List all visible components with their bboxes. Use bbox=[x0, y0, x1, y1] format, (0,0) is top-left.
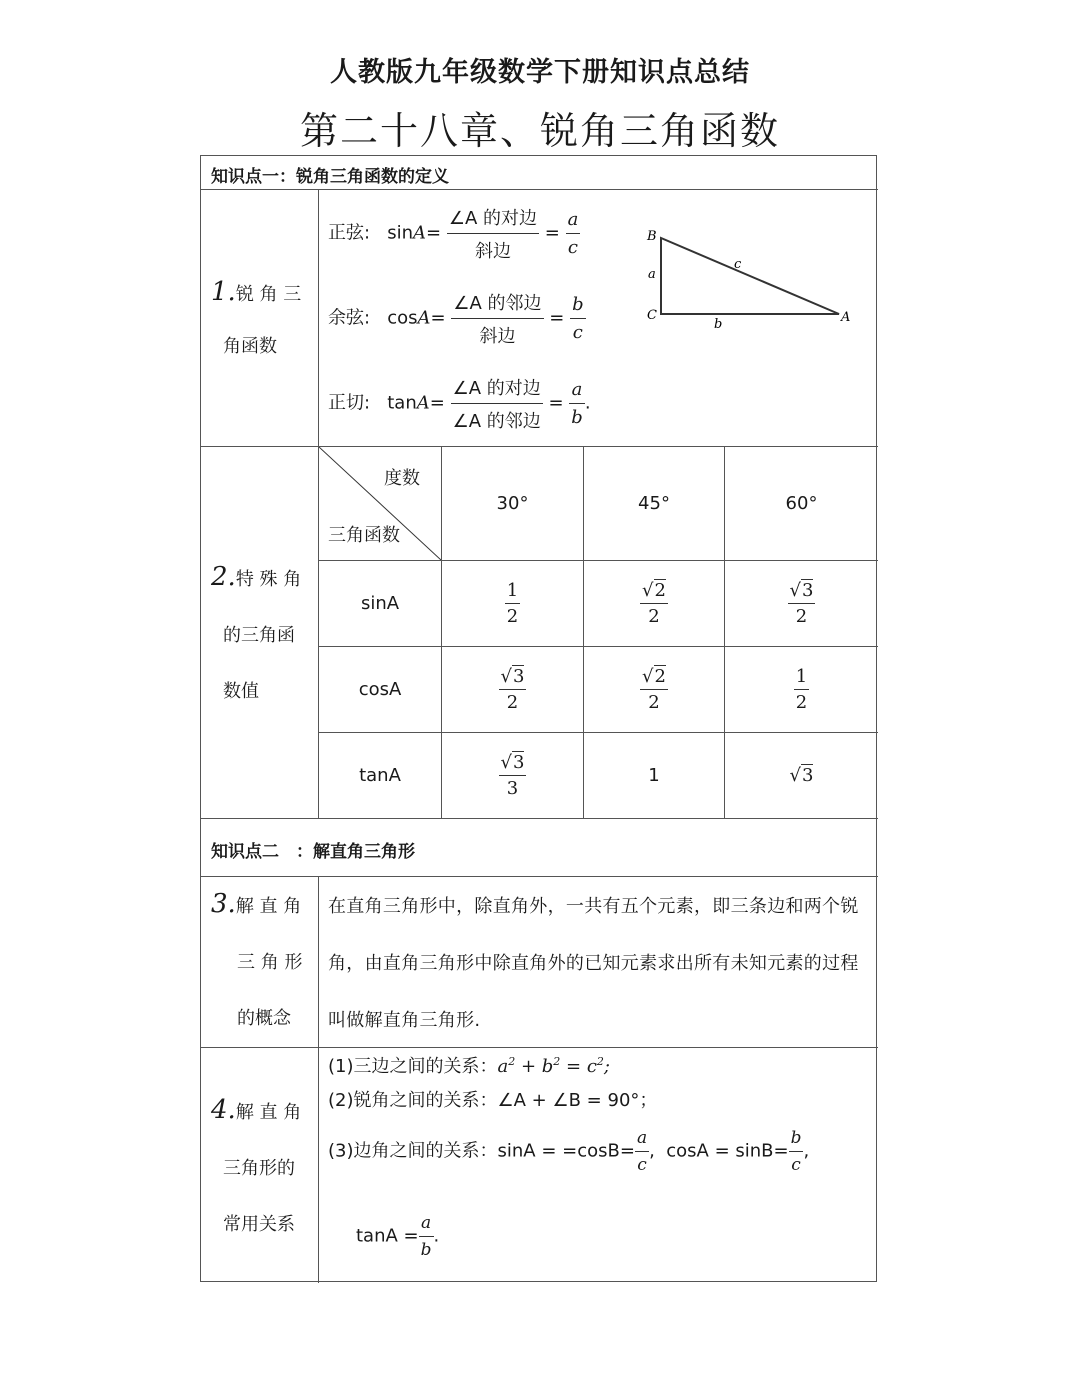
degree-45-header: 45° bbox=[638, 493, 670, 514]
corner-function-label: 三角函数 bbox=[328, 525, 400, 546]
row2-label: 2.特 殊 角 的三角函 数值 bbox=[211, 562, 302, 702]
angle-relation: (2)锐角之间的关系：∠A + ∠B = 90°； bbox=[328, 1090, 658, 1111]
side-c-label: c bbox=[734, 257, 742, 272]
value-cell-sina-30: 1 2 bbox=[506, 580, 519, 627]
tan-relation: tanA = $\frac{a}{b}$ . bbox=[356, 1213, 440, 1260]
cos-row-label: cosA bbox=[358, 679, 402, 700]
section-2-header: 知识点二 ：解直角三角形 bbox=[211, 842, 415, 862]
side-relation: (1)三边之间的关系：$a^2 + b^2 = c^2$; bbox=[328, 1055, 610, 1077]
value-cell-sina-45: √2 2 bbox=[642, 580, 666, 627]
chapter-title: 第二十八章、锐角三角函数 bbox=[299, 109, 780, 153]
sin-row-label: sinA bbox=[360, 593, 400, 614]
vertex-c-label: C bbox=[647, 308, 657, 323]
tan-row-label: tanA bbox=[359, 765, 401, 786]
vertex-b-label: B bbox=[647, 229, 657, 244]
value-cell-tana-60: √3 bbox=[789, 765, 814, 786]
degree-30-header: 30° bbox=[496, 493, 529, 514]
degree-60-header: 60° bbox=[785, 493, 818, 514]
value-cell-tana-30: √3 3 bbox=[500, 752, 525, 799]
section-1-header: 知识点一：锐角三角函数的定义 bbox=[211, 167, 449, 187]
value-cell-sina-60: √3 2 bbox=[789, 580, 814, 627]
side-b-label: b bbox=[714, 317, 723, 332]
right-triangle-diagram bbox=[639, 218, 854, 338]
tangent-definition: 正切: tanA= $\frac{\text{∠A 的对边}}{\text{∠A 的邻边}}$ = $\frac{a}{b}$ . bbox=[328, 374, 591, 433]
value-cell-cosa-60: 1 2 bbox=[795, 666, 808, 713]
row4-label: 4.解 直 角 三角形的 常用关系 bbox=[211, 1095, 302, 1235]
solving-concept-text: 在直角三角形中，除直角外，一共有五个元素，即三条边和两个锐角，由直角三角形中除直角外的已知元素求出所有未知元素的过程叫做解直角三角形. bbox=[328, 896, 859, 1031]
row3-label: 3.解 直 角 三 角 形 的概念 bbox=[211, 889, 303, 1029]
cosine-definition: 余弦: cosA= $\frac{\text{∠A 的邻边}}{\text{斜边}}$ = $\frac{b}{c}$ bbox=[328, 289, 586, 348]
corner-degree-label: 度数 bbox=[384, 468, 420, 489]
knowledge-table bbox=[200, 155, 877, 1282]
value-cell-cosa-30: √3 2 bbox=[500, 666, 525, 713]
side-angle-relation: (3)边角之间的关系：sinA = =cosB= $\frac{a}{c}$ , cosA = sinB= $\frac{b}{c}$ , bbox=[328, 1128, 810, 1175]
side-a-label: a bbox=[648, 267, 656, 282]
row1-label: 1.锐 角 三 角函数 bbox=[211, 277, 302, 357]
sine-definition: 正弦: sinA= $\frac{\text{∠A 的对边}}{\text{斜边}}$ = $\frac{a}{c}$ bbox=[328, 204, 580, 263]
vertex-a-label: A bbox=[841, 310, 851, 325]
document-title: 人教版九年级数学下册知识点总结 bbox=[330, 57, 750, 88]
value-cell-tana-45: 1 bbox=[648, 765, 660, 786]
value-cell-cosa-45: √2 2 bbox=[642, 666, 666, 713]
